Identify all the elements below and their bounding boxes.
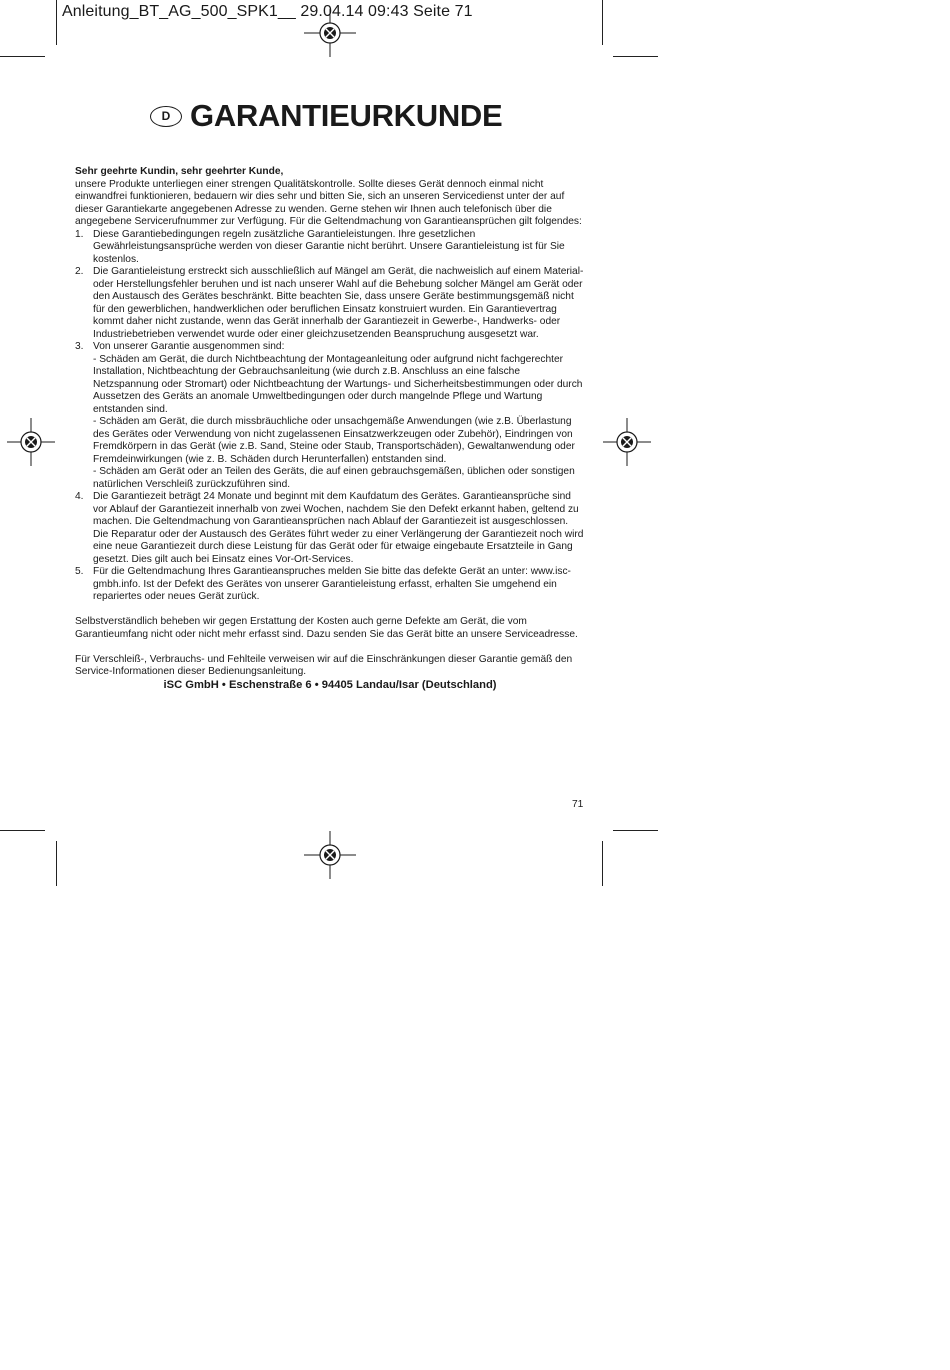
greeting: Sehr geehrte Kundin, sehr geehrter Kunde, bbox=[75, 166, 284, 177]
list-item bbox=[75, 341, 585, 491]
crop-mark-bottom-right-vertical bbox=[602, 841, 603, 886]
crop-mark-bottom-left-horizontal bbox=[0, 830, 45, 831]
intro-paragraph: unsere Produkte unterliegen einer strengen Qualitätskontrolle. Sollte dieses Gerät dennoch einmal nicht einwandfrei funktionieren, bedauern wir dies sehr und bitten Sie, sich an unseren Servicedienst unter der auf dieser Garantiekarte angegebenen Adresse zu wenden. Gerne stehen wir Ihnen auch telefonisch über die angegebene Servicerufnummer zur Verfügung. Für die Geltendmachung von Garantieansprüchen gilt folgendes: bbox=[75, 178, 582, 227]
company-address: iSC GmbH • Eschenstraße 6 • 94405 Landau/Isar (Deutschland) bbox=[163, 678, 497, 691]
warranty-text bbox=[75, 166, 585, 691]
page-title: GARANTIEURKUNDE bbox=[190, 98, 503, 133]
list-item-text: Von unserer Garantie ausgenommen sind: bbox=[93, 341, 285, 352]
list-item-text: Die Garantieleistung erstreckt sich ausschließlich auf Mängel am Gerät, die nachweislich auf einem Material- oder Herstellungsfehler beruhen und ist nach unserer Wahl auf die Behebung solcher Mängel am Gerät oder den Austausch des Gerätes beschränkt. Bitte beachten Sie, dass unsere Geräte bestimmungsgemäß nicht für den gewerblichen, handwerklichen oder beruflichen Einsatz konstruiert wurden. Ein Garantievertrag kommt daher nicht zustande, wenn das Gerät innerhalb der Garantiezeit in Gewerbe-, Handwerks- oder Industriebetrieben verwendet wurde oder einer gleichzusetzenden Beanspruchung ausgesetzt war. bbox=[93, 266, 584, 340]
list-item bbox=[75, 566, 585, 604]
list-item-number: 4. bbox=[75, 491, 84, 502]
list-item bbox=[75, 491, 585, 566]
costs-paragraph: Selbstverständlich beheben wir gegen Erstattung der Kosten auch gerne Defekte am Gerät, die vom Garantieumfang nicht oder nicht mehr erfasst sind. Dazu senden Sie das Gerät bitte an unsere Serviceadresse. bbox=[75, 616, 578, 640]
warranty-conditions-list bbox=[75, 229, 585, 604]
list-item bbox=[75, 229, 585, 267]
crop-mark-top-left-vertical bbox=[56, 0, 57, 45]
crop-mark-top-right-vertical bbox=[602, 0, 603, 45]
crop-mark-bottom-left-vertical bbox=[56, 841, 57, 886]
crop-mark-bottom-right-horizontal bbox=[613, 830, 658, 831]
page-heading bbox=[150, 98, 502, 134]
registration-mark-bottom-icon bbox=[304, 831, 356, 879]
exclusion-text: - Schäden am Gerät, die durch Nichtbeachtung der Montageanleitung oder aufgrund nicht fachgerechter Installation, Nichtbeachtung der Gebrauchsanleitung (wie durch z.B. Anschluss an eine falsche Netzspannung oder Stromart) oder Nichtbeachtung der Wartungs- und Sicherheitsbestimmungen oder durch Aussetzen des Geräts an anomale Umweltbedingungen oder durch mangelnde Pflege und Wartung entstanden sind. bbox=[93, 353, 583, 415]
exclusion-text: - Schäden am Gerät, die durch missbräuchliche oder unsachgemäße Anwendungen (wie z.B. Überlastung des Gerätes oder Verwendung von nicht zugelassenen Einsatzwerkzeugen oder Zubehör), Eindringen von Fremdkörpern in das Gerät (wie z.B. Sand, Steine oder Staub, Transportschäden), Gewaltanwendung oder Fremdeinwirkungen (wie z. B. Schäden durch Herunterfallen) entstanden sind. bbox=[93, 416, 575, 465]
list-item bbox=[75, 266, 585, 341]
print-slug-line: Anleitung_BT_AG_500_SPK1__ 29.04.14 09:43 Seite 71 bbox=[62, 3, 473, 20]
crop-mark-top-left-horizontal bbox=[0, 56, 45, 57]
list-item-text: Diese Garantiebedingungen regeln zusätzliche Garantieleistungen. Ihre gesetzlichen Gewährleistungsansprüche werden von dieser Garantie nicht berührt. Unsere Garantieleistung ist für Sie kostenlos. bbox=[93, 228, 565, 265]
country-badge: D bbox=[150, 106, 182, 127]
wear-parts-paragraph: Für Verschleiß-, Verbrauchs- und Fehlteile verweisen wir auf die Einschränkungen dieser Garantie gemäß den Service-Informationen dieser Bedienungsanleitung. bbox=[75, 653, 573, 677]
list-item-number: 5. bbox=[75, 566, 84, 577]
crop-mark-top-right-horizontal bbox=[613, 56, 658, 57]
list-item-number: 2. bbox=[75, 266, 84, 277]
list-item-text: Für die Geltendmachung Ihres Garantieanspruches melden Sie bitte das defekte Gerät an unter: www.isc-gmbh.info. Ist der Defekt des Gerätes von unserer Garantieleistung erfasst, erhalten Sie umgehend ein repariertes oder neues Gerät zurück. bbox=[93, 566, 571, 602]
registration-mark-right-icon bbox=[603, 418, 651, 466]
list-item-number: 3. bbox=[75, 341, 84, 352]
exclusion-text: - Schäden am Gerät oder an Teilen des Geräts, die auf einen gebrauchsgemäßen, üblichen oder sonstigen natürlichen Verschleiß zurückzuführen sind. bbox=[93, 466, 575, 490]
registration-mark-left-icon bbox=[7, 418, 55, 466]
list-item-text: Die Garantiezeit beträgt 24 Monate und beginnt mit dem Kaufdatum des Gerätes. Garantieansprüche sind vor Ablauf der Garantiezeit innerhalb von zwei Wochen, nachdem Sie den Defekt erkannt haben, geltend zu machen. Die Geltendmachung von Garantieansprüchen nach Ablauf der Garantiezeit ist ausgeschlossen. Die Reparatur oder der Austausch des Gerätes führt weder zu einer Verlängerung der Garantiezeit noch wird eine neue Garantiezeit durch diese Leistung für das Gerät oder für etwaige eingebaute Ersatzteile in Gang gesetzt. Dies gilt auch bei Einsatz eines Vor-Ort-Services. bbox=[93, 491, 584, 565]
list-item-number: 1. bbox=[75, 228, 84, 240]
registration-mark-top-icon bbox=[304, 9, 356, 57]
page-number: 71 bbox=[572, 799, 584, 810]
